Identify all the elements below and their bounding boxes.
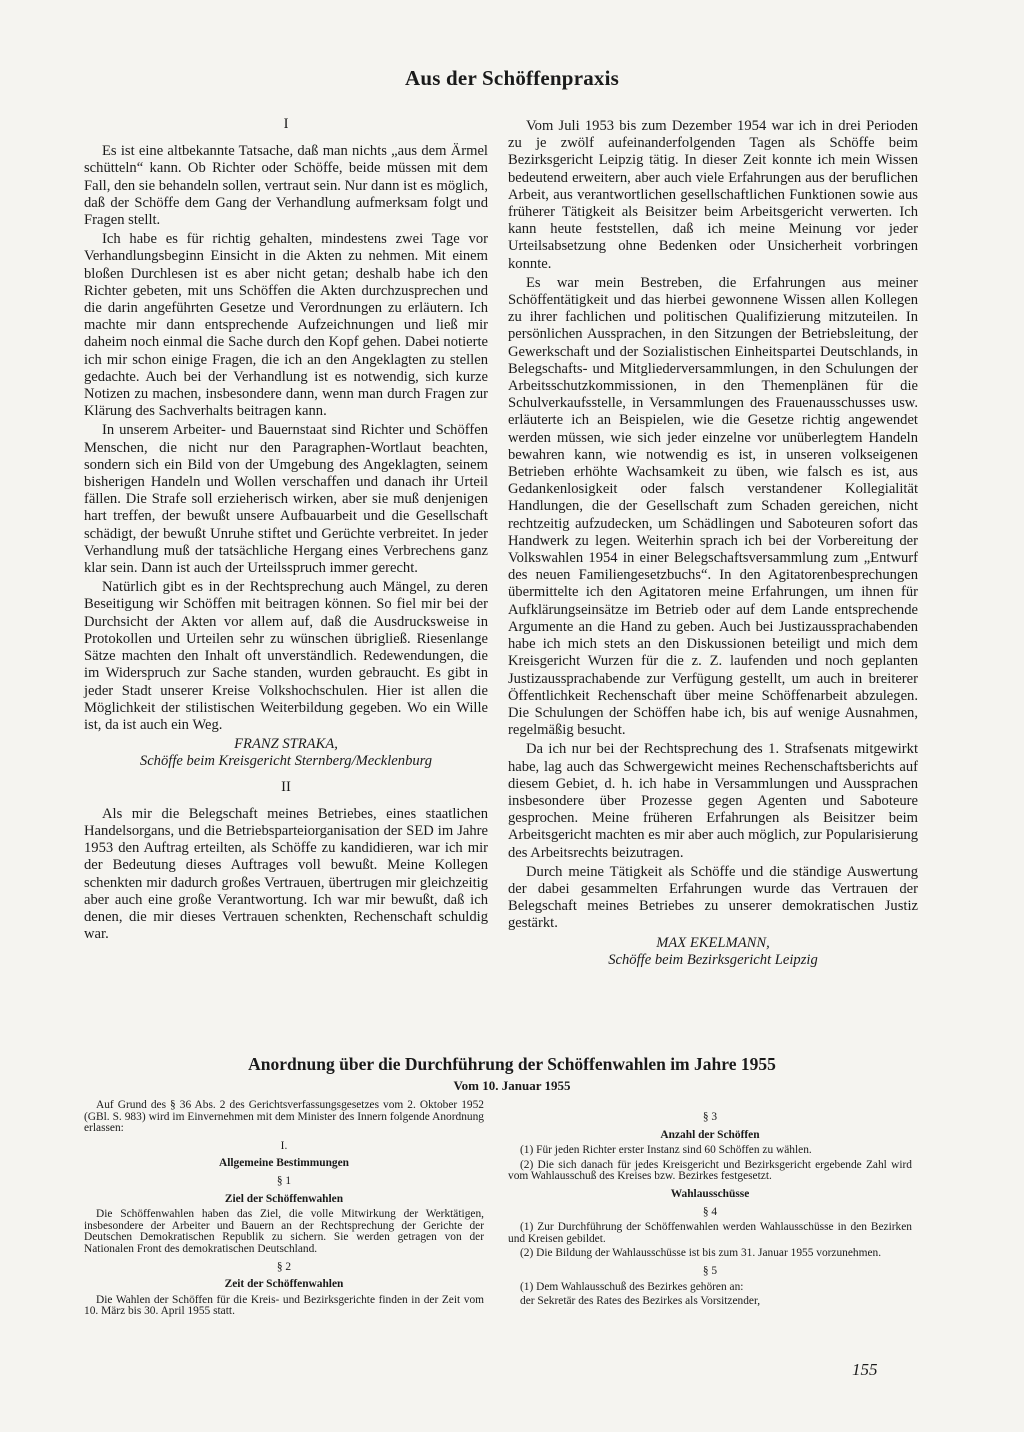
ordinance-title: Anordnung über die Durchführung der Schöffenwahlen im Jahre 1955 — [248, 1054, 776, 1074]
subheading: Wahlausschüsse — [670, 1187, 750, 1200]
paragraph: Ich habe es für richtig gehalten, mindestens zwei Tage vor Verhandlungsbeginn Einsicht in die Akten zu nehmen. Mit einem bloßen Durchlesen ist es aber nicht getan; deshalb habe ich den Richter gebeten, mit uns Schöffen die Akten durchzusprechen und die darin angeführten Gesetze und Verordnungen zu erläutern. Ich machte mir dann entsprechende Aufzeichnungen und ließ mir daheim noch einmal die Sache durch den Kopf gehen. Dabei notierte ich mir schon einige Fragen, die ich an den Angeklagten zu stellen gedachte. Auch bei der Verhandlung ist es notwendig, sich kurze Notizen zu machen, insbesondere dann, wenn man durch Fragen zur Klärung des Sachverhalts beitragen kann. — [84, 231, 488, 420]
preamble: Auf Grund des § 36 Abs. 2 des Gerichtsverfassungsgesetzes vom 2. Oktober 1952 (GBl. S. 983) wird im Einvernehmen mit dem Minister des Innern folgende Anordnung erlassen: — [84, 1099, 484, 1135]
paragraph: In unserem Arbeiter- und Bauernstaat sind Richter und Schöffen Menschen, die nicht nur den Paragraphen-Wortlaut beachten, sondern sich ein Bild von der Umgebung des Angeklagten, seinem bisherigen Handeln und Wollen verschaffen und danach ihr Urteil fällen. Die Strafe soll erzieherisch wirken, aber sie muß denjenigen hart treffen, der bewußt unsere Aufbauarbeit und die Gesellschaft schädigt, der bewußt Unruhe stiftet und Gerüchte verbreitet. In jeder Verhandlung muß der tatsächliche Hergang eines Verbrechens ganz klar sein. Dann ist auch der Urteilsspruch immer gerecht. — [84, 422, 488, 577]
section-heading: II — [281, 778, 291, 795]
section-number: § 5 — [702, 1264, 718, 1277]
author-name: MAX EKELMANN, — [656, 934, 770, 951]
author-role: Schöffe beim Bezirksgericht Leipzig — [608, 951, 818, 968]
ordinance-right-column — [508, 1106, 912, 1311]
paragraph: Es ist eine altbekannte Tatsache, daß man nichts „aus dem Ärmel schütteln“ kann. Ob Richter oder Schöffe, beide müssen mit dem Fall, den sie behandeln sollen, vertraut sein. Nur dann ist es möglich, daß der Schöffe dem Gang der Verhandlung aufmerksam folgt und Fragen stellt. — [84, 143, 488, 229]
right-column — [508, 118, 918, 977]
ordinance-date: Vom 10. Januar 1955 — [453, 1078, 571, 1093]
article-title: Aus der Schöffenpraxis — [404, 66, 620, 90]
section-text: (1) Zur Durchführung der Schöffenwahlen werden Wahlausschüsse in den Bezirken und Kreisen gebildet. — [508, 1221, 912, 1245]
section-number: § 2 — [276, 1260, 292, 1273]
section-number: § 4 — [702, 1205, 718, 1218]
section-number: § 3 — [702, 1111, 718, 1123]
left-column — [84, 114, 488, 945]
paragraph: Natürlich gibt es in der Rechtsprechung auch Mängel, zu deren Beseitigung wir Schöffen mit beitragen können. So fiel mir bei der Durchsicht der Akten vor allem auf, daß die Ausdrucksweise in Protokollen und Urteilen sehr zu wünschen übrigließ. Riesenlange Sätze machten den Inhalt oft unverständlich. Redewendungen, die im Widerspruch zur Sache standen, wurden gebraucht. Es gibt in jeder Stadt unserer Kreise Volkshochschulen. Hier ist allen die Möglichkeit der stilistischen Weiterbildung gegeben. Wo ein Wille ist, da ist auch ein Weg. — [84, 579, 488, 733]
paragraph: Als mir die Belegschaft meines Betriebes, eines staatlichen Handelsorgans, und die Betriebsparteiorganisation der SED im Jahre 1953 den Auftrag erteilten, als Schöffe zu kandidieren, war ich mir der Bedeutung dieses Auftrages voll bewußt. Meine Kollegen schenkten mir dadurch großes Vertrauen, übertrugen mir gleichzeitig aber auch eine große Verantwortung. Ich war mir bewußt, daß ich denen, die mir dieses Vertrauen schenkten, Rechenschaft schuldig war. — [84, 805, 488, 943]
section-text: Die Wahlen der Schöffen für die Kreis- und Bezirksgerichte finden in der Zeit vom 10. März bis 30. April 1955 statt. — [84, 1293, 484, 1318]
page-number: 155 — [852, 1360, 878, 1379]
ordinance-left-column — [84, 1100, 484, 1321]
section-number: § 1 — [276, 1174, 292, 1187]
author-name: FRANZ STRAKA, — [234, 736, 338, 753]
section-title: Zeit der Schöffenwahlen — [224, 1278, 344, 1291]
section-text: (2) Die Bildung der Wahlausschüsse ist bis zum 31. Januar 1955 vorzunehmen. — [520, 1247, 882, 1260]
section-text: der Sekretär des Rates des Bezirkes als Vorsitzender, — [520, 1295, 761, 1308]
section-title: Ziel der Schöffenwahlen — [224, 1192, 344, 1205]
part-number: I. — [280, 1139, 288, 1152]
author-role: Schöffe beim Kreisgericht Sternberg/Mecklenburg — [139, 753, 433, 770]
paragraph: Durch meine Tätigkeit als Schöffe und die ständige Auswertung der dabei gesammelten Erfahrungen wurde das Vertrauen der Belegschaft meines Betriebes zu unserer demokratischen Justiz gestärkt. — [508, 863, 918, 932]
paragraph: Vom Juli 1953 bis zum Dezember 1954 war ich in drei Perioden zu je zwölf aufeinanderfolgenden Tagen als Schöffe beim Bezirksgericht Leipzig tätig. In dieser Zeit konnte ich mein Wissen bedeutend erweitern, aber auch viele Erfahrungen aus der beruflichen Arbeit, aus verantwortlichen gesellschaftlichen Funktionen sowie aus früherer Tätigkeit als Beisitzer beim Arbeitsgericht verwerten. Ich kann heute feststellen, daß ich meine Meinung vor jeder Urteilsabsetzung ohne Bedenken oder Unsicherheit vorbringen konnte. — [508, 118, 918, 272]
section-heading: I — [283, 116, 289, 132]
section-text: Die Schöffenwahlen haben das Ziel, die volle Mitwirkung der Werktätigen, insbesondere der Arbeiter und Bauern an der Rechtsprechung der Gerichte der Deutschen Demokratischen Republik zu sichern. Sie werden getragen von der Nationalen Front des demokratischen Deutschland. — [84, 1208, 484, 1255]
paragraph: Da ich nur bei der Rechtsprechung des 1. Strafsenats mitgewirkt habe, lag auch das Schwergewicht meines Rechenschaftsberichts auf diesem Gebiet, d. h. ich habe in Versammlungen und Aussprachen insbesondere über Prozesse gegen Agenten und Saboteure gesprochen. Meine früheren Erfahrungen als Beisitzer beim Arbeitsgericht machten es mir aber auch möglich, zur Popularisierung des Arbeitsrechts beizutragen. — [508, 741, 918, 861]
paragraph: Es war mein Bestreben, die Erfahrungen aus meiner Schöffentätigkeit und das hierbei gewonnene Wissen allen Kollegen zu ihrer fachlichen und politischen Qualifizierung mitzuteilen. In persönlichen Aussprachen, in den Sitzungen der Betriebsleitung, der Gewerkschaft und der Sozialistischen Einheitspartei Deutschlands, in Belegschafts- und Mitgliederversammlungen, in den Schulungen der Arbeitsschutzkommissionen, in den Themenplänen für die Schulverkaufsstelle, in Versammlungen des Frauenausschusses usw. erläuterte ich an Beispielen, wie die Gesetze richtig angewendet werden müssen, wie sich jeder einzelne vor unüberlegtem Handeln bewahren kann, wie notwendig es ist, in unseren volkseigenen Betrieben erhöhte Wachsamkeit zu üben, wie falsch es ist, aus Gedankenlosigkeit oder falsch verstandener Kollegialität Handlungen, die der Gesellschaft zum Schaden gereichen, nicht rechtzeitig aufzudecken, um Schädlingen und Saboteuren sofort das Handwerk zu legen. Weiterhin sprach ich bei der Vorbereitung der Volkswahlen 1954 in einer Belegschaftsversammlung zum „Entwurf des neuen Familiengesetzbuchs“. In den Agitatorenbesprechungen übermittelte ich den Agitatoren meine Erfahrungen, um ihnen für Aufklärungseinsätze im Betrieb oder auf dem Lande entsprechende Argumente an die Hand zu geben. Auch bei Justizaussprachabenden habe ich mich stets an den Diskussionen beteiligt und mich dem Kreisgericht Wurzen für die z. Z. laufenden und noch geplanten Justizaussprachabende zur Verfügung gestellt, um auch in breiterer Öffentlichkeit Rechenschaft über meine Schöffenarbeit abzulegen. Die Schulungen der Schöffen habe ich, bis auf wenige Ausnahmen, regelmäßig besucht. — [508, 274, 918, 739]
section-title: Anzahl der Schöffen — [660, 1128, 760, 1141]
section-text: (1) Dem Wahlausschuß des Bezirkes gehören an: — [520, 1280, 744, 1293]
part-title: Allgemeine Bestimmungen — [218, 1157, 350, 1170]
section-text: (1) Für jeden Richter erster Instanz sind 60 Schöffen zu wählen. — [520, 1144, 812, 1157]
section-text: (2) Die sich danach für jedes Kreisgericht und Bezirksgericht ergebende Zahl wird vom Wahlausschuß des Kreises bzw. Bezirkes festgesetzt. — [508, 1158, 912, 1183]
